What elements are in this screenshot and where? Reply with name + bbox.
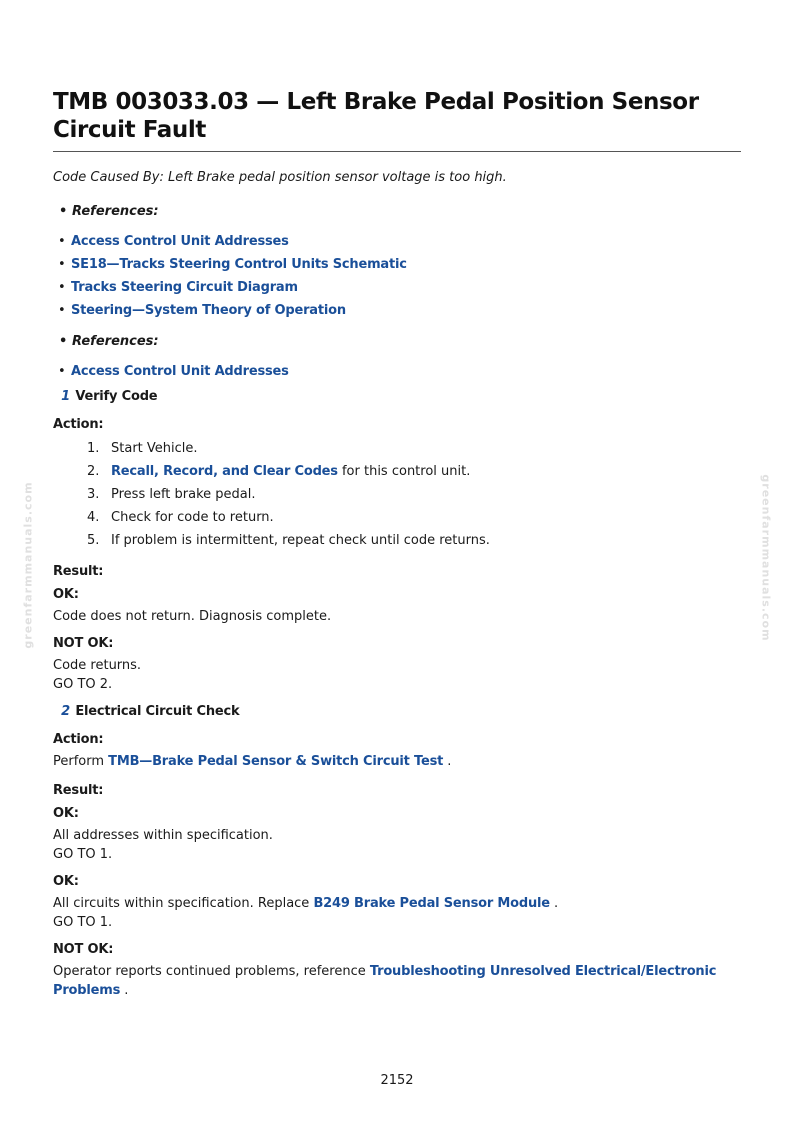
link-recall-record-clear-codes[interactable]: Recall, Record, and Clear Codes: [111, 464, 338, 479]
result-label-2: Result:: [53, 783, 104, 798]
list-item: [53, 230, 741, 253]
step-2-ok2-text: All circuits within specification. Replace B249 Brake Pedal Sensor Module .: [53, 896, 559, 911]
references-heading-2: • References:: [53, 334, 741, 350]
step-2-not-ok-text: Operator reports continued problems, reference Troubleshooting Unresolved Electrical/Electronic Problems .: [53, 964, 717, 998]
watermark-left: greenfarmmanuals.com: [21, 481, 35, 649]
list-item: [53, 360, 741, 383]
step-2-action-text: Perform TMB—Brake Pedal Sensor & Switch Circuit Test .: [53, 754, 452, 769]
step-1-not-ok-goto: GO TO 2.: [53, 677, 113, 692]
page-title: TMB 003033.03 — Left Brake Pedal Position Sensor Circuit Fault: [53, 88, 741, 152]
result-label: Result:: [53, 564, 104, 579]
ok-label-2: OK:: [53, 806, 79, 821]
link-access-control-unit-addresses[interactable]: Access Control Unit Addresses: [71, 234, 289, 249]
step-1-number: 1: [61, 389, 70, 404]
step-1-ok-text: Code does not return. Diagnosis complete.: [53, 609, 332, 624]
step-1-not-ok-text: Code returns.: [53, 658, 142, 673]
list-item: [53, 299, 741, 322]
references-list-2: [53, 360, 741, 383]
step-2-ok1-goto: GO TO 1.: [53, 847, 113, 862]
references-list-1: [53, 230, 741, 322]
step-1-heading: [53, 389, 741, 405]
step-2-title: Electrical Circuit Check: [75, 704, 240, 719]
link-troubleshooting-unresolved[interactable]: Troubleshooting Unresolved Electrical/Electronic Problems: [53, 964, 717, 998]
not-ok-label: NOT OK:: [53, 636, 114, 651]
step-2-ok1-text: All addresses within specification.: [53, 828, 273, 843]
document-page: [53, 88, 741, 1000]
step-2-ok2-goto: GO TO 1.: [53, 915, 113, 930]
list-item: 5. If problem is intermittent, repeat check until code returns.: [87, 533, 490, 548]
list-item: [53, 276, 741, 299]
step-2-heading: [53, 704, 741, 720]
ok-label-3: OK:: [53, 874, 79, 889]
references-heading-1: • References:: [53, 204, 741, 220]
list-item: [53, 253, 741, 276]
list-item: 3. Press left brake pedal.: [87, 487, 256, 502]
link-access-control-unit-addresses-2[interactable]: Access Control Unit Addresses: [71, 364, 289, 379]
action-label: Action:: [53, 417, 104, 432]
link-circuit-diagram[interactable]: Tracks Steering Circuit Diagram: [71, 280, 298, 295]
list-item: 4. Check for code to return.: [87, 510, 274, 525]
list-item: 2. Recall, Record, and Clear Codes for this control unit.: [87, 464, 471, 479]
link-brake-pedal-sensor-circuit-test[interactable]: TMB—Brake Pedal Sensor & Switch Circuit Test: [108, 754, 444, 769]
page-number: 2152: [380, 1073, 414, 1088]
step-2-number: 2: [61, 704, 70, 719]
ok-label: OK:: [53, 587, 79, 602]
code-caused-by: Code Caused By: Left Brake pedal position sensor voltage is too high.: [53, 170, 507, 185]
link-se18-schematic[interactable]: SE18—Tracks Steering Control Units Schematic: [71, 257, 407, 272]
list-item: 1. Start Vehicle.: [87, 441, 198, 456]
link-theory-of-operation[interactable]: Steering—System Theory of Operation: [71, 303, 346, 318]
action-label-2: Action:: [53, 732, 104, 747]
step-1-actions: [53, 437, 741, 552]
step-1-title: Verify Code: [75, 389, 158, 404]
not-ok-label-2: NOT OK:: [53, 942, 114, 957]
watermark-right: greenfarmmanuals.com: [759, 474, 773, 642]
link-b249-brake-pedal-sensor-module[interactable]: B249 Brake Pedal Sensor Module: [313, 896, 550, 911]
